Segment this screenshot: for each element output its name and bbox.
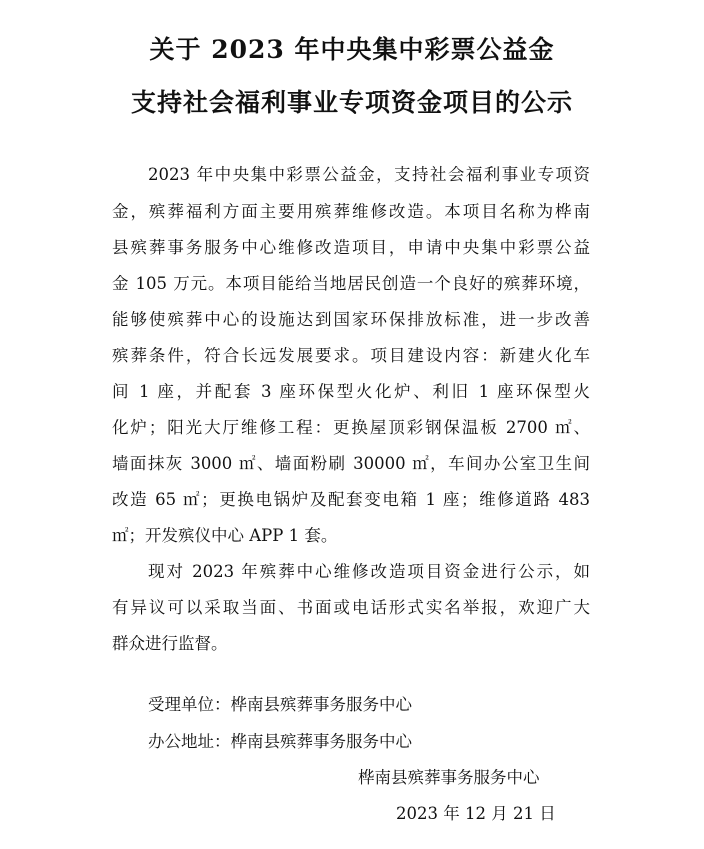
paragraph-1-line: 化炉；阳光大厅维修工程：更换屋顶彩钢保温板 2700 ㎡、 bbox=[112, 418, 590, 437]
paragraph-1-line: 2023 年中央集中彩票公益金，支持社会福利事业专项资 bbox=[148, 165, 590, 184]
paragraph-1-line: 金 105 万元。本项目能给当地居民创造一个良好的殡葬环境， bbox=[112, 274, 590, 293]
paragraph-2-line: 群众进行监督。 bbox=[112, 634, 228, 653]
signature-organization: 桦南县殡葬事务服务中心 bbox=[358, 768, 540, 787]
paragraph-1-line: 县殡葬事务服务中心维修改造项目，申请中央集中彩票公益 bbox=[112, 238, 590, 257]
signature-date: 2023 年 12 月 21 日 bbox=[396, 804, 556, 823]
document-title-line-1: 关于 2023 年中央集中彩票公益金 bbox=[149, 35, 555, 64]
paragraph-1-line: 间 1 座，并配套 3 座环保型火化炉、利旧 1 座环保型火 bbox=[112, 382, 590, 401]
paragraph-2-line: 现对 2023 年殡葬中心维修改造项目资金进行公示，如 bbox=[148, 562, 590, 581]
document-title-line-2: 支持社会福利事业专项资金项目的公示 bbox=[130, 88, 573, 117]
paragraph-1-line: 能够使殡葬中心的设施达到国家环保排放标准，进一步改善 bbox=[112, 310, 590, 329]
office-address: 办公地址：桦南县殡葬事务服务中心 bbox=[148, 732, 412, 751]
paragraph-1-line: ㎡；开发殡仪中心 APP 1 套。 bbox=[112, 526, 338, 545]
paragraph-1-line: 改造 65 ㎡；更换电锅炉及配套变电箱 1 座；维修道路 483 bbox=[112, 490, 590, 509]
paragraph-1-line: 金，殡葬福利方面主要用殡葬维修改造。本项目名称为桦南 bbox=[112, 202, 590, 221]
paragraph-2-line: 有异议可以采取当面、书面或电话形式实名举报，欢迎广大 bbox=[112, 598, 590, 617]
paragraph-1-line: 墙面抹灰 3000 ㎡、墙面粉刷 30000 ㎡，车间办公室卫生间 bbox=[112, 454, 590, 473]
receiving-unit: 受理单位：桦南县殡葬事务服务中心 bbox=[148, 695, 412, 714]
paragraph-1-line: 殡葬条件，符合长远发展要求。项目建设内容：新建火化车 bbox=[112, 346, 590, 365]
